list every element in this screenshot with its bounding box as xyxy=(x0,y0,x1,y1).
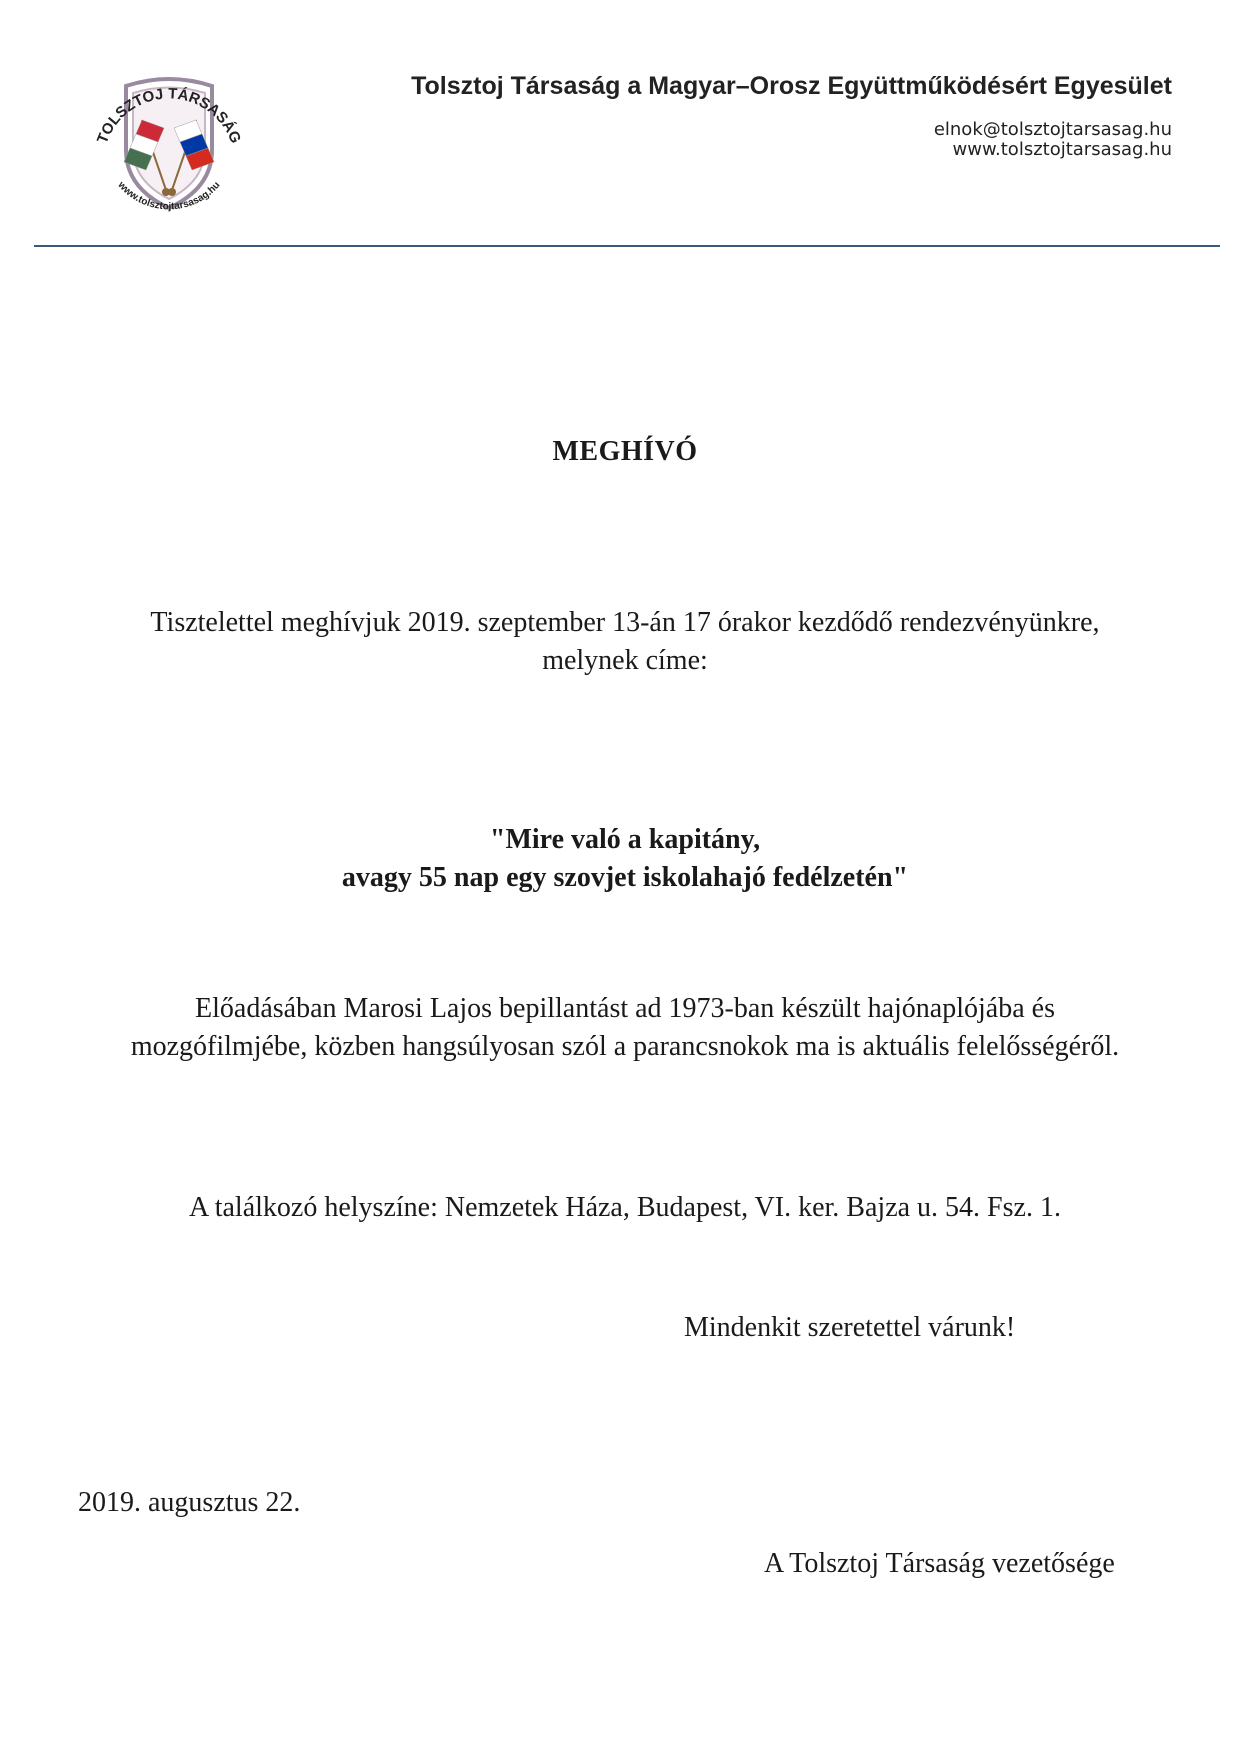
intro-line-1: Tisztelettel meghívjuk 2019. szeptember 13-án 17 órakor kezdődő rendezvényünkre, xyxy=(150,607,1100,638)
intro-paragraph xyxy=(0,604,1240,680)
email-link[interactable]: elnok@tolsztojtarsasag.hu xyxy=(933,119,1172,140)
venue-line: A találkozó helyszíne: Nemzetek Háza, Budapest, VI. ker. Bajza u. 54. Fsz. 1. xyxy=(189,1192,1061,1223)
description-line-2: mozgófilmjébe, közben hangsúlyosan szól a parancsnokok ma is aktuális felelősségéről. xyxy=(130,1031,1120,1062)
document-date: 2019. augusztus 22. xyxy=(78,1487,301,1518)
header-divider xyxy=(34,245,1220,247)
website-link[interactable]: www.tolsztojtarsasag.hu xyxy=(952,139,1172,160)
talk-title-line-2: avagy 55 nap egy szovjet iskolahajó fedélzetén" xyxy=(341,862,909,893)
contact-block xyxy=(934,120,1172,160)
greeting: Mindenkit szeretettel várunk! xyxy=(684,1312,1016,1343)
signature: A Tolsztoj Társaság vezetősége xyxy=(764,1548,1115,1579)
document-title: MEGHÍVÓ xyxy=(552,436,698,467)
talk-title xyxy=(0,821,1240,897)
organization-name: Tolsztoj Társaság a Magyar–Orosz Együttműködésért Egyesület xyxy=(411,72,1172,100)
description-paragraph xyxy=(0,990,1240,1066)
logo-top-text: TOLSZTOJ TÁRSASÁG xyxy=(93,85,245,146)
intro-line-2: melynek címe: xyxy=(542,645,708,676)
talk-title-line-1: "Mire való a kapitány, xyxy=(489,824,761,855)
logo-bottom-text: www.tolsztojtarsasag.hu xyxy=(115,179,223,213)
description-line-1: Előadásában Marosi Lajos bepillantást ad 1973-ban készült hajónaplójába és xyxy=(195,993,1055,1024)
logo-emblem xyxy=(84,58,254,228)
society-logo xyxy=(84,58,254,228)
